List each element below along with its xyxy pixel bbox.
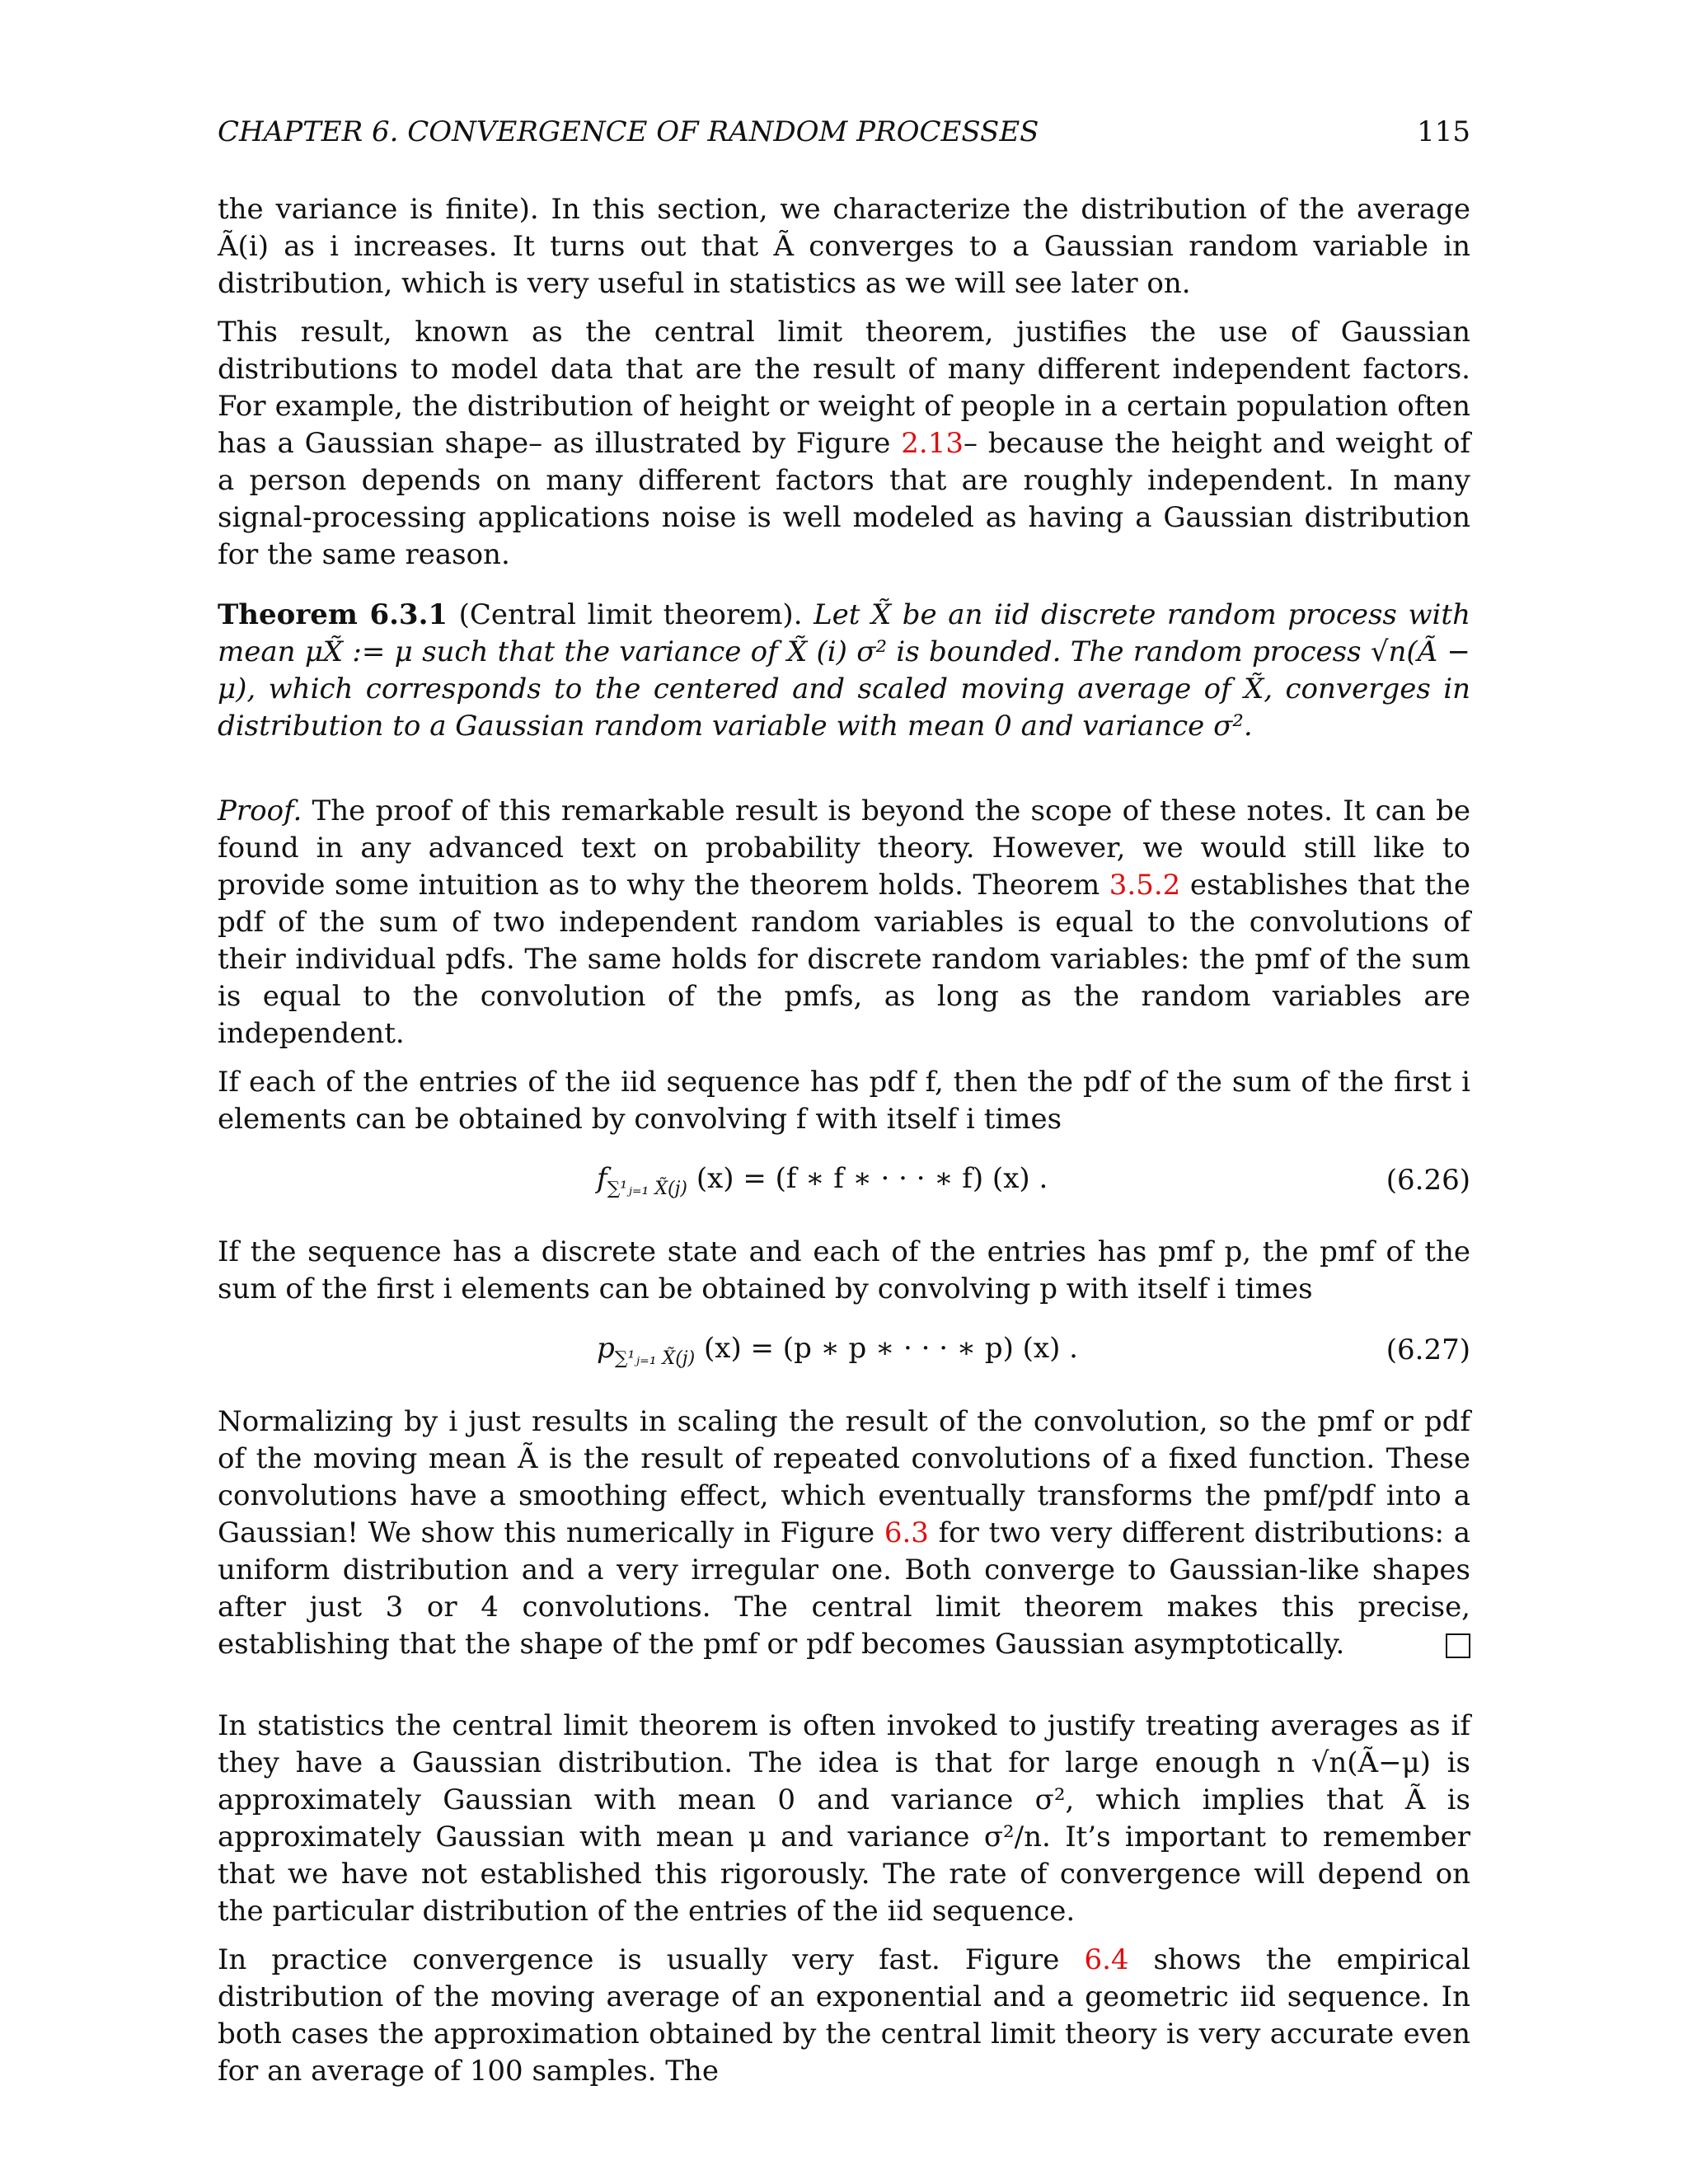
- equation-number: (6.26): [1386, 1164, 1470, 1197]
- chapter-title: CHAPTER 6. CONVERGENCE OF RANDOM PROCESSES: [218, 115, 1039, 148]
- paragraph-text: Normalizing by i just results in scaling the result of the convolution, so the pmf or pdf of the moving mean Ã is the result of repeated convolutions of a fixed function. These convolutions have a smoothing effect, which eventually transforms the pmf/pdf into a Gaussian! We show this numerically in Figure: [218, 1405, 1470, 1549]
- paragraph-practice: [218, 1942, 1470, 2090]
- equation-body: $p_{\sum^1ⱼ_{=1} X̃(j)}$ (x) = (p ∗ p ∗ · · · ∗ p) (x) .: [597, 1331, 1078, 1369]
- paragraph-normalizing: [218, 1404, 1470, 1663]
- theorem-name: (Central limit theorem).: [458, 598, 803, 631]
- proof-label: Proof.: [218, 794, 302, 827]
- theorem-label: Theorem 6.3.1: [218, 598, 448, 631]
- page: [218, 115, 1470, 2102]
- proof-paragraph: [218, 793, 1470, 1052]
- theorem-block: [218, 597, 1470, 745]
- paragraph-statistics: In statistics the central limit theorem is often invoked to justify treating averages as if they have a Gaussian distribution. The idea is that for large enough n √n(Ã−μ) is approximately Gaussian with mean 0 and variance σ², which implies that Ã is approximately Gaussian with mean μ and variance σ²/n. It’s important to remember that we have not established this rigorously. The rate of convergence will depend on the particular distribution of the entries of the iid sequence.: [218, 1709, 1470, 1928]
- figure-link[interactable]: 6.4: [1084, 1943, 1129, 1976]
- page-number: 115: [1417, 115, 1470, 148]
- paragraph-text: – because the height and weight of a person depends on many different factors that are roughly independent. In many signal-processing applications noise is well modeled as having a Gaussian distribution for the same reason.: [218, 427, 1470, 571]
- paragraph-text: This result, known as the central limit theorem, justifies the use of Gaussian distributions to model data that are the result of many different independent factors. For example, the distribution of height or weight of people in a certain population often has a Gaussian shape– as illustrated by Figure: [218, 316, 1470, 460]
- paragraph-text: for two very different distributions: a uniform distribution and a very irregular one. Both converge to Gaussian-like shapes after just 3 or 4 convolutions. The central limit theorem makes this precise, establishing that the shape of the pmf or pdf becomes Gaussian asymptotically.: [218, 1516, 1470, 1661]
- theorem-link[interactable]: 3.5.2: [1109, 869, 1181, 902]
- paragraph-text: establishes that the pdf of the sum of two independent random variables is equal to the convolutions of their individual pdfs. The same holds for discrete random variables: the pmf of the sum is equal to the convolution of the pmfs, as long as the random variables are independent.: [218, 869, 1470, 1050]
- running-header: [218, 115, 1470, 148]
- paragraph-text: The proof of this remarkable result is beyond the scope of these notes. It can be found in any advanced text on probability theory. However, we would still like to provide some intuition as to why the theorem holds. Theorem: [218, 794, 1471, 902]
- theorem-statement: Let X̃ be an iid discrete random process with mean μX̃ := μ such that the variance of X̃ (i) σ² is bounded. The random process √n(Ã − μ), which corresponds to the centered and scaled moving average of X̃, converges in distribution to a Gaussian random variable with mean 0 and variance σ².: [218, 598, 1470, 743]
- equation-6-26: [218, 1150, 1470, 1211]
- qed-box-icon: [1446, 1633, 1470, 1658]
- equation-body: $f_{\sum^1ⱼ_{=1} X̃(j)}$ (x) = (f ∗ f ∗ · · · ∗ f) (x) .: [597, 1161, 1048, 1199]
- paragraph-intro: the variance is finite). In this section, we characterize the distribution of the average Ã(i) as i increases. It turns out that Ã converges to a Gaussian random variable in distribution, which is very useful in statistics as we will see later on.: [218, 193, 1470, 300]
- paragraph-pdf-convolution: If each of the entries of the iid sequence has pdf f, then the pdf of the sum of the first i elements can be obtained by convolving f with itself i times: [218, 1066, 1470, 1136]
- paragraph-text: shows the empirical distribution of the moving average of an exponential and a geometric iid sequence. In both cases the approximation obtained by the central limit theory is very accurate even for an average of 100 samples. The: [218, 1943, 1470, 2088]
- figure-link[interactable]: 2.13: [901, 427, 964, 460]
- paragraph-clt-motivation: [218, 314, 1470, 574]
- paragraph-text: In practice convergence is usually very fast. Figure: [218, 1943, 1085, 1976]
- figure-link[interactable]: 6.3: [884, 1516, 929, 1549]
- paragraph-pmf-convolution: If the sequence has a discrete state and each of the entries has pmf p, the pmf of the sum of the first i elements can be obtained by convolving p with itself i times: [218, 1235, 1470, 1305]
- equation-6-27: [218, 1319, 1470, 1380]
- equation-number: (6.27): [1386, 1333, 1470, 1366]
- equation-subscript: ∑¹ⱼ₌₁ X̃(j): [614, 1347, 696, 1369]
- equation-subscript: ∑¹ⱼ₌₁ X̃(j): [607, 1178, 688, 1199]
